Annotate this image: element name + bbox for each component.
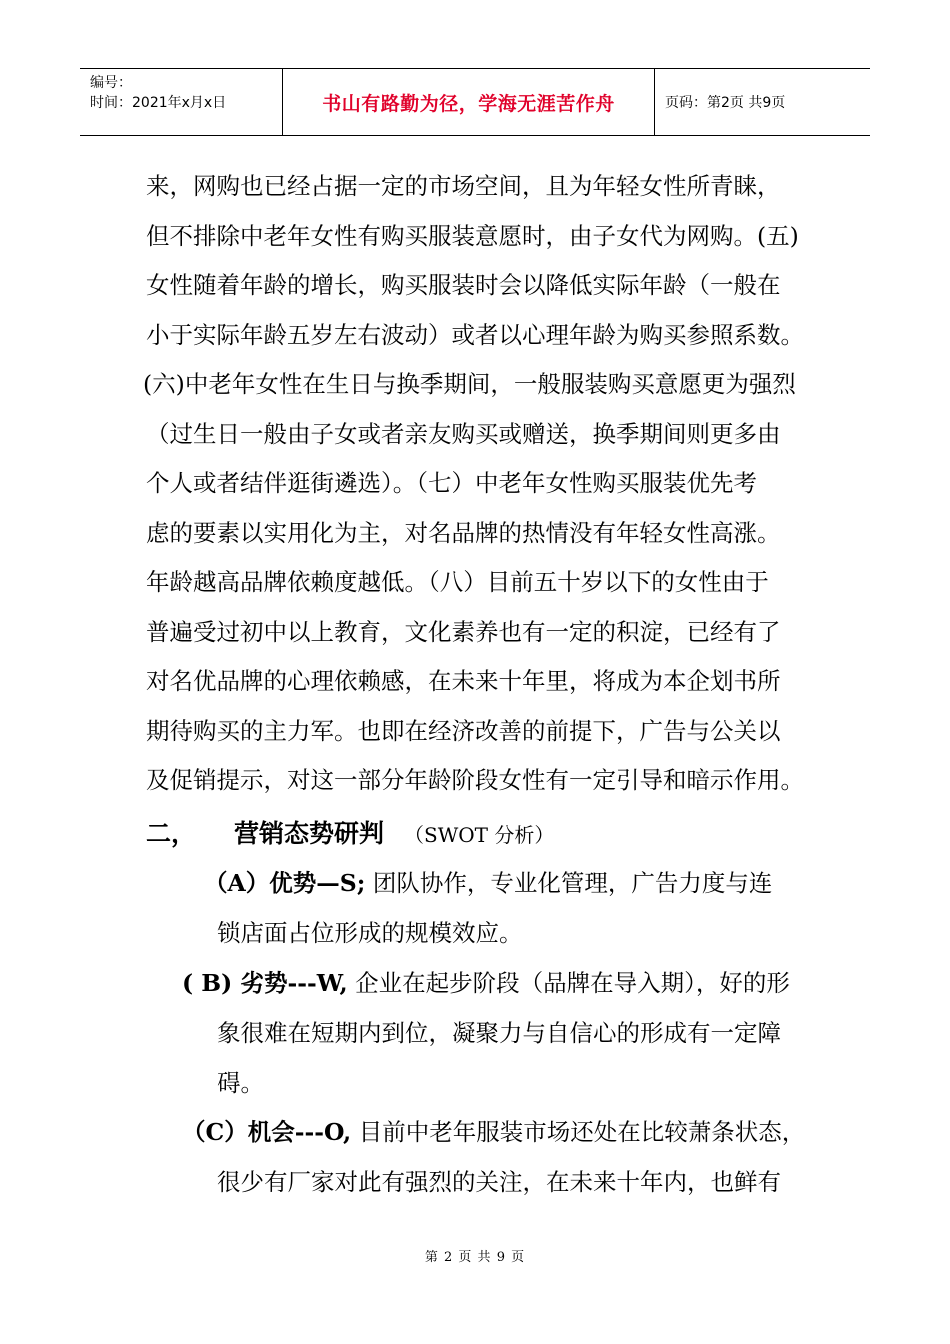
swot-strength-line: 锁店面占位形成的规模效应。 xyxy=(217,919,523,947)
swot-strength xyxy=(204,858,844,958)
header-meta xyxy=(80,69,282,135)
section-title: 营销态势研判 xyxy=(234,819,385,848)
swot-weakness-label: ( B) 劣势---W, xyxy=(182,969,348,997)
swot-opportunity-line: 很少有厂家对此有强烈的关注，在未来十年内，也鲜有 xyxy=(217,1168,781,1196)
body-line: 普遍受过初中以上教育，文化素养也有一定的积淀，已经有了 xyxy=(146,617,781,646)
section-subtitle: （SWOT 分析） xyxy=(404,823,555,847)
document-date-label: 时间：2021年x月x日 xyxy=(90,95,227,111)
swot-opportunity-text: 目前中老年服装市场还处在比较萧条状态， xyxy=(351,1118,806,1146)
body-paragraph xyxy=(143,162,846,806)
swot-weakness-line: 碍。 xyxy=(217,1069,264,1097)
body-line: （过生日一般由子女或者亲友购买或赠送，换季期间则更多由 xyxy=(146,419,781,448)
body-line: 对名优品牌的心理依赖感，在未来十年里，将成为本企划书所 xyxy=(146,667,781,695)
body-line: 女性随着年龄的增长，购买服装时会以降低实际年龄（一般在 xyxy=(146,271,781,299)
body-line: 年龄越高品牌依赖度越低。（八）目前五十岁以下的女性由于 xyxy=(146,568,769,596)
section-number: 二， xyxy=(146,819,197,848)
swot-strength-text: 团队协作，专业化管理，广告力度与连 xyxy=(365,869,773,897)
swot-strength-label: （A）优势—S; xyxy=(204,869,366,897)
swot-opportunity xyxy=(182,1107,822,1207)
body-line: 及促销提示，对这一部分年龄阶段女性有一定引导和暗示作用。 xyxy=(146,766,804,794)
swot-strength-line xyxy=(204,858,844,908)
swot-weakness-line: 象很难在短期内到位，凝聚力与自信心的形成有一定障 xyxy=(217,1019,781,1047)
header-motto: 书山有路勤为径，学海无涯苦作舟 xyxy=(282,69,655,135)
swot-weakness-line xyxy=(182,958,822,1008)
header-page-info: 页码：第2页 共9页 xyxy=(665,95,786,111)
body-line: 期待购买的主力军。也即在经济改善的前提下，广告与公关以 xyxy=(146,716,781,745)
body-line: 但不排除中老年女性有购买服装意愿时，由子女代为网购。(五) xyxy=(146,221,799,250)
body-line: 虑的要素以实用化为主，对名品牌的热情没有年轻女性高涨。 xyxy=(146,518,781,547)
body-line: 来，网购也已经占据一定的市场空间，且为年轻女性所青睐， xyxy=(146,172,781,200)
page-header xyxy=(80,68,870,136)
swot-weakness xyxy=(182,958,822,1108)
document-number-label: 编号： xyxy=(90,75,132,91)
section-heading xyxy=(146,812,554,857)
body-line: 个人或者结伴逛街遴选）。（七）中老年女性购买服装优先考 xyxy=(146,469,757,497)
swot-opportunity-label: （C）机会---O, xyxy=(182,1118,352,1146)
page-footer: 第 2 页 共 9 页 xyxy=(424,1250,526,1265)
body-line: 小于实际年龄五岁左右波动）或者以心理年龄为购买参照系数。 xyxy=(146,320,804,349)
swot-weakness-text: 企业在起步阶段（品牌在导入期），好的形 xyxy=(347,969,790,997)
body-line: (六)中老年女性在生日与换季期间，一般服装购买意愿更为强烈 xyxy=(143,370,796,398)
swot-opportunity-line xyxy=(182,1107,822,1157)
